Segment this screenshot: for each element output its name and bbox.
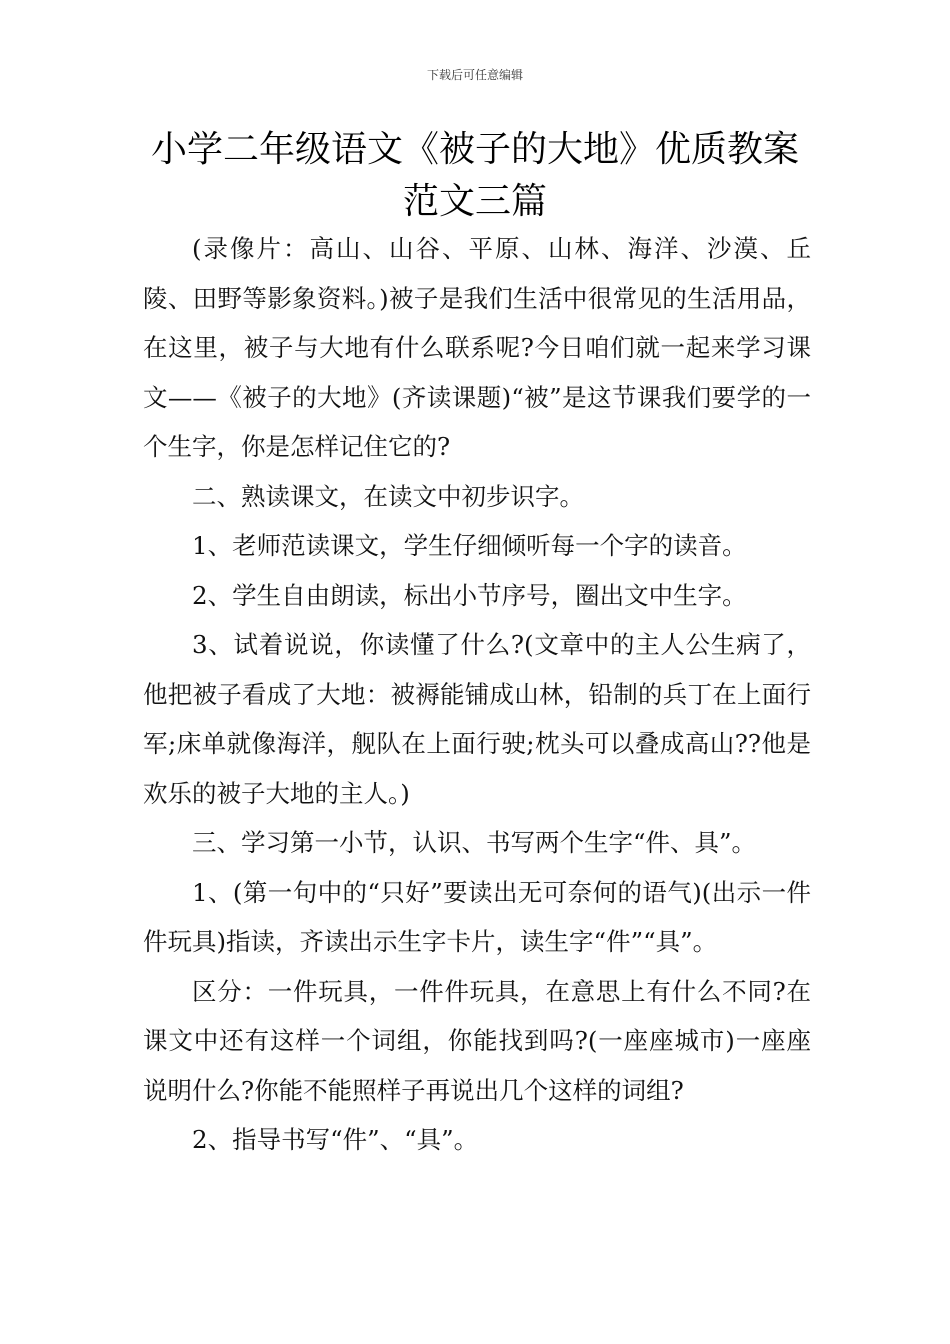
document-title-line-2: 范文三篇 xyxy=(402,181,547,222)
paragraph-section-two-heading: 二、熟读课文，在读文中初步识字。 xyxy=(192,481,584,511)
document-title-line-1: 小学二年级语文《被子的大地》优质教案 xyxy=(150,129,799,170)
document-title xyxy=(120,124,830,228)
paragraph-step-2: 2、学生自由朗读，标出小节序号，圈出文中生字。 xyxy=(192,580,747,610)
paragraph-step-3: 3、试着说说，你读懂了什么?(文章中的主人公生病了，他把被子看成了大地：被褥能铺成山林，铅制的兵丁在上面行军;床单就像海洋，舰队在上面行驶;枕头可以叠成高山??他是欢乐的被子大地的主人。) xyxy=(143,630,811,808)
paragraph-section-three-step-2: 2、指导书写“件”、“具”。 xyxy=(192,1125,479,1154)
page-header-note: 下载后可任意编辑 xyxy=(426,68,523,82)
paragraph-intro: (录像片：高山、山谷、平原、山林、海洋、沙漠、丘陵、田野等影象资料。)被子是我们生活中很常见的生活用品，在这里，被子与大地有什么联系呢?今日咱们就一起来学习课文——《被子的大地》(齐读课题)“被”是这节课我们要学的一个生字，你是怎样记住它的? xyxy=(143,234,811,461)
paragraph-section-three-heading: 三、学习第一小节，认识、书写两个生字“件、具”。 xyxy=(192,828,757,857)
paragraph-step-1: 1、老师范读课文，学生仔细倾听每一个字的读音。 xyxy=(192,531,747,560)
paragraph-distinguish: 区分：一件玩具，一件件玩具，在意思上有什么不同?在课文中还有这样一个词组，你能找到吗?(一座座城市)一座座说明什么?你能不能照样子再说出几个这样的词组? xyxy=(143,976,811,1105)
paragraph-section-three-step-1: 1、(第一句中的“只好”要读出无可奈何的语气)(出示一件件玩具)指读，齐读出示生字卡片，读生字“件”“具”。 xyxy=(143,877,811,956)
document-body xyxy=(143,224,811,1165)
